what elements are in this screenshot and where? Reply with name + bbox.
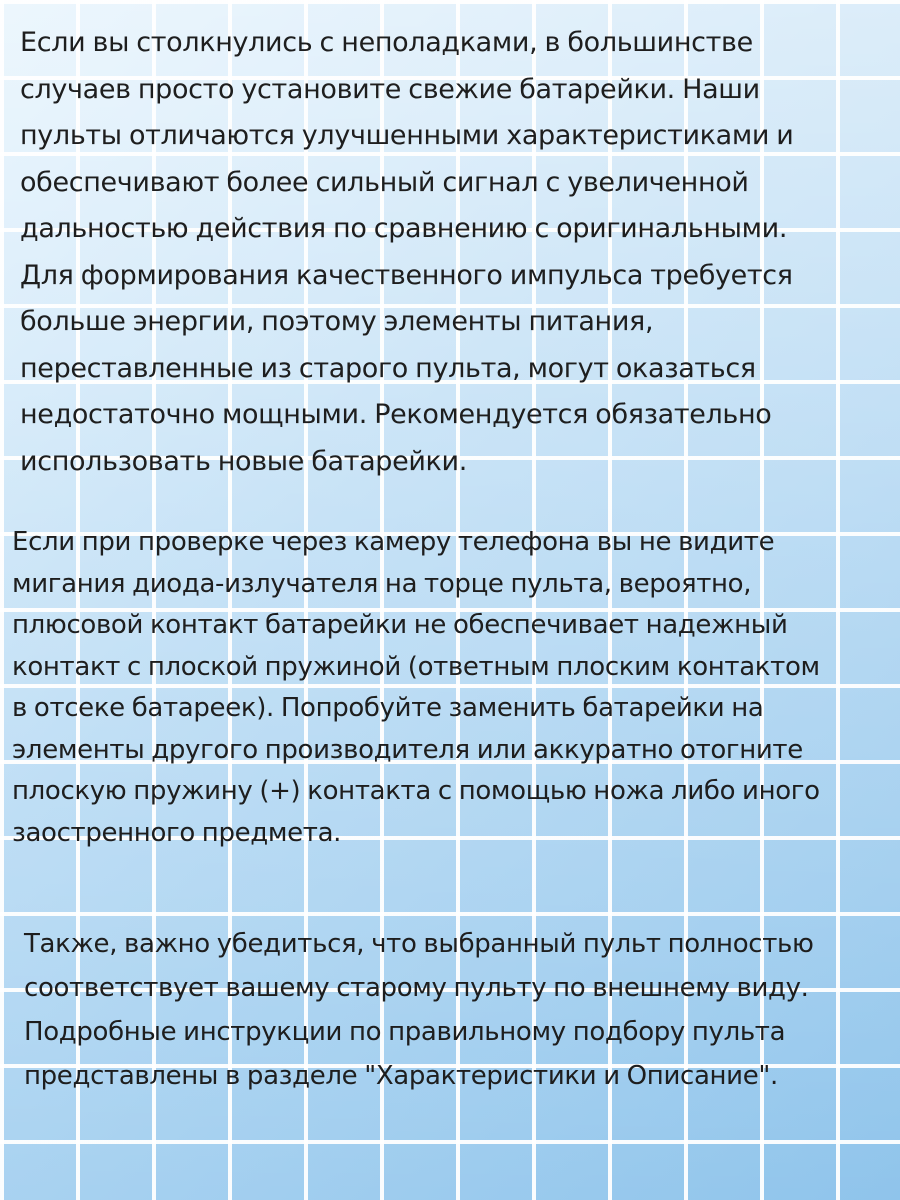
paragraph-batteries-advice: Если вы столкнулись с неполадками, в большинстве случаев просто установите свежие батарейки. Наши пульты отличаются улучшенными характеристиками и обеспечивают более сильный сигнал с увеличенной дальностью действия по сравнению с оригинальными. Для формирования качественного импульса требуется больше энергии, поэтому элементы питания, переставленные из старого пульта, могут оказаться недостаточно мощными. Рекомендуется обязательно использовать новые батарейки. <box>20 27 794 477</box>
paragraph-camera-check-advice: Если при проверке через камеру телефона вы не видите мигания диода-излучателя на торце пульта, вероятно, плюсовой контакт батарейки не обеспечивает надежный контакт с плоской пружиной (ответным плоским контактом в отсеке батареек). Попробуйте заменить батарейки на элементы другого производителя или аккуратно отогните плоскую пружину (+) контакта с помощью ножа либо иного заостренного предмета. <box>12 527 820 848</box>
paragraph-remote-match-advice: Также, важно убедиться, что выбранный пульт полностью соответствует вашему старому пульту по внешнему виду. Подробные инструкции по правильному подбору пульта представлены в разделе "Характеристики и Описание". <box>24 929 814 1091</box>
